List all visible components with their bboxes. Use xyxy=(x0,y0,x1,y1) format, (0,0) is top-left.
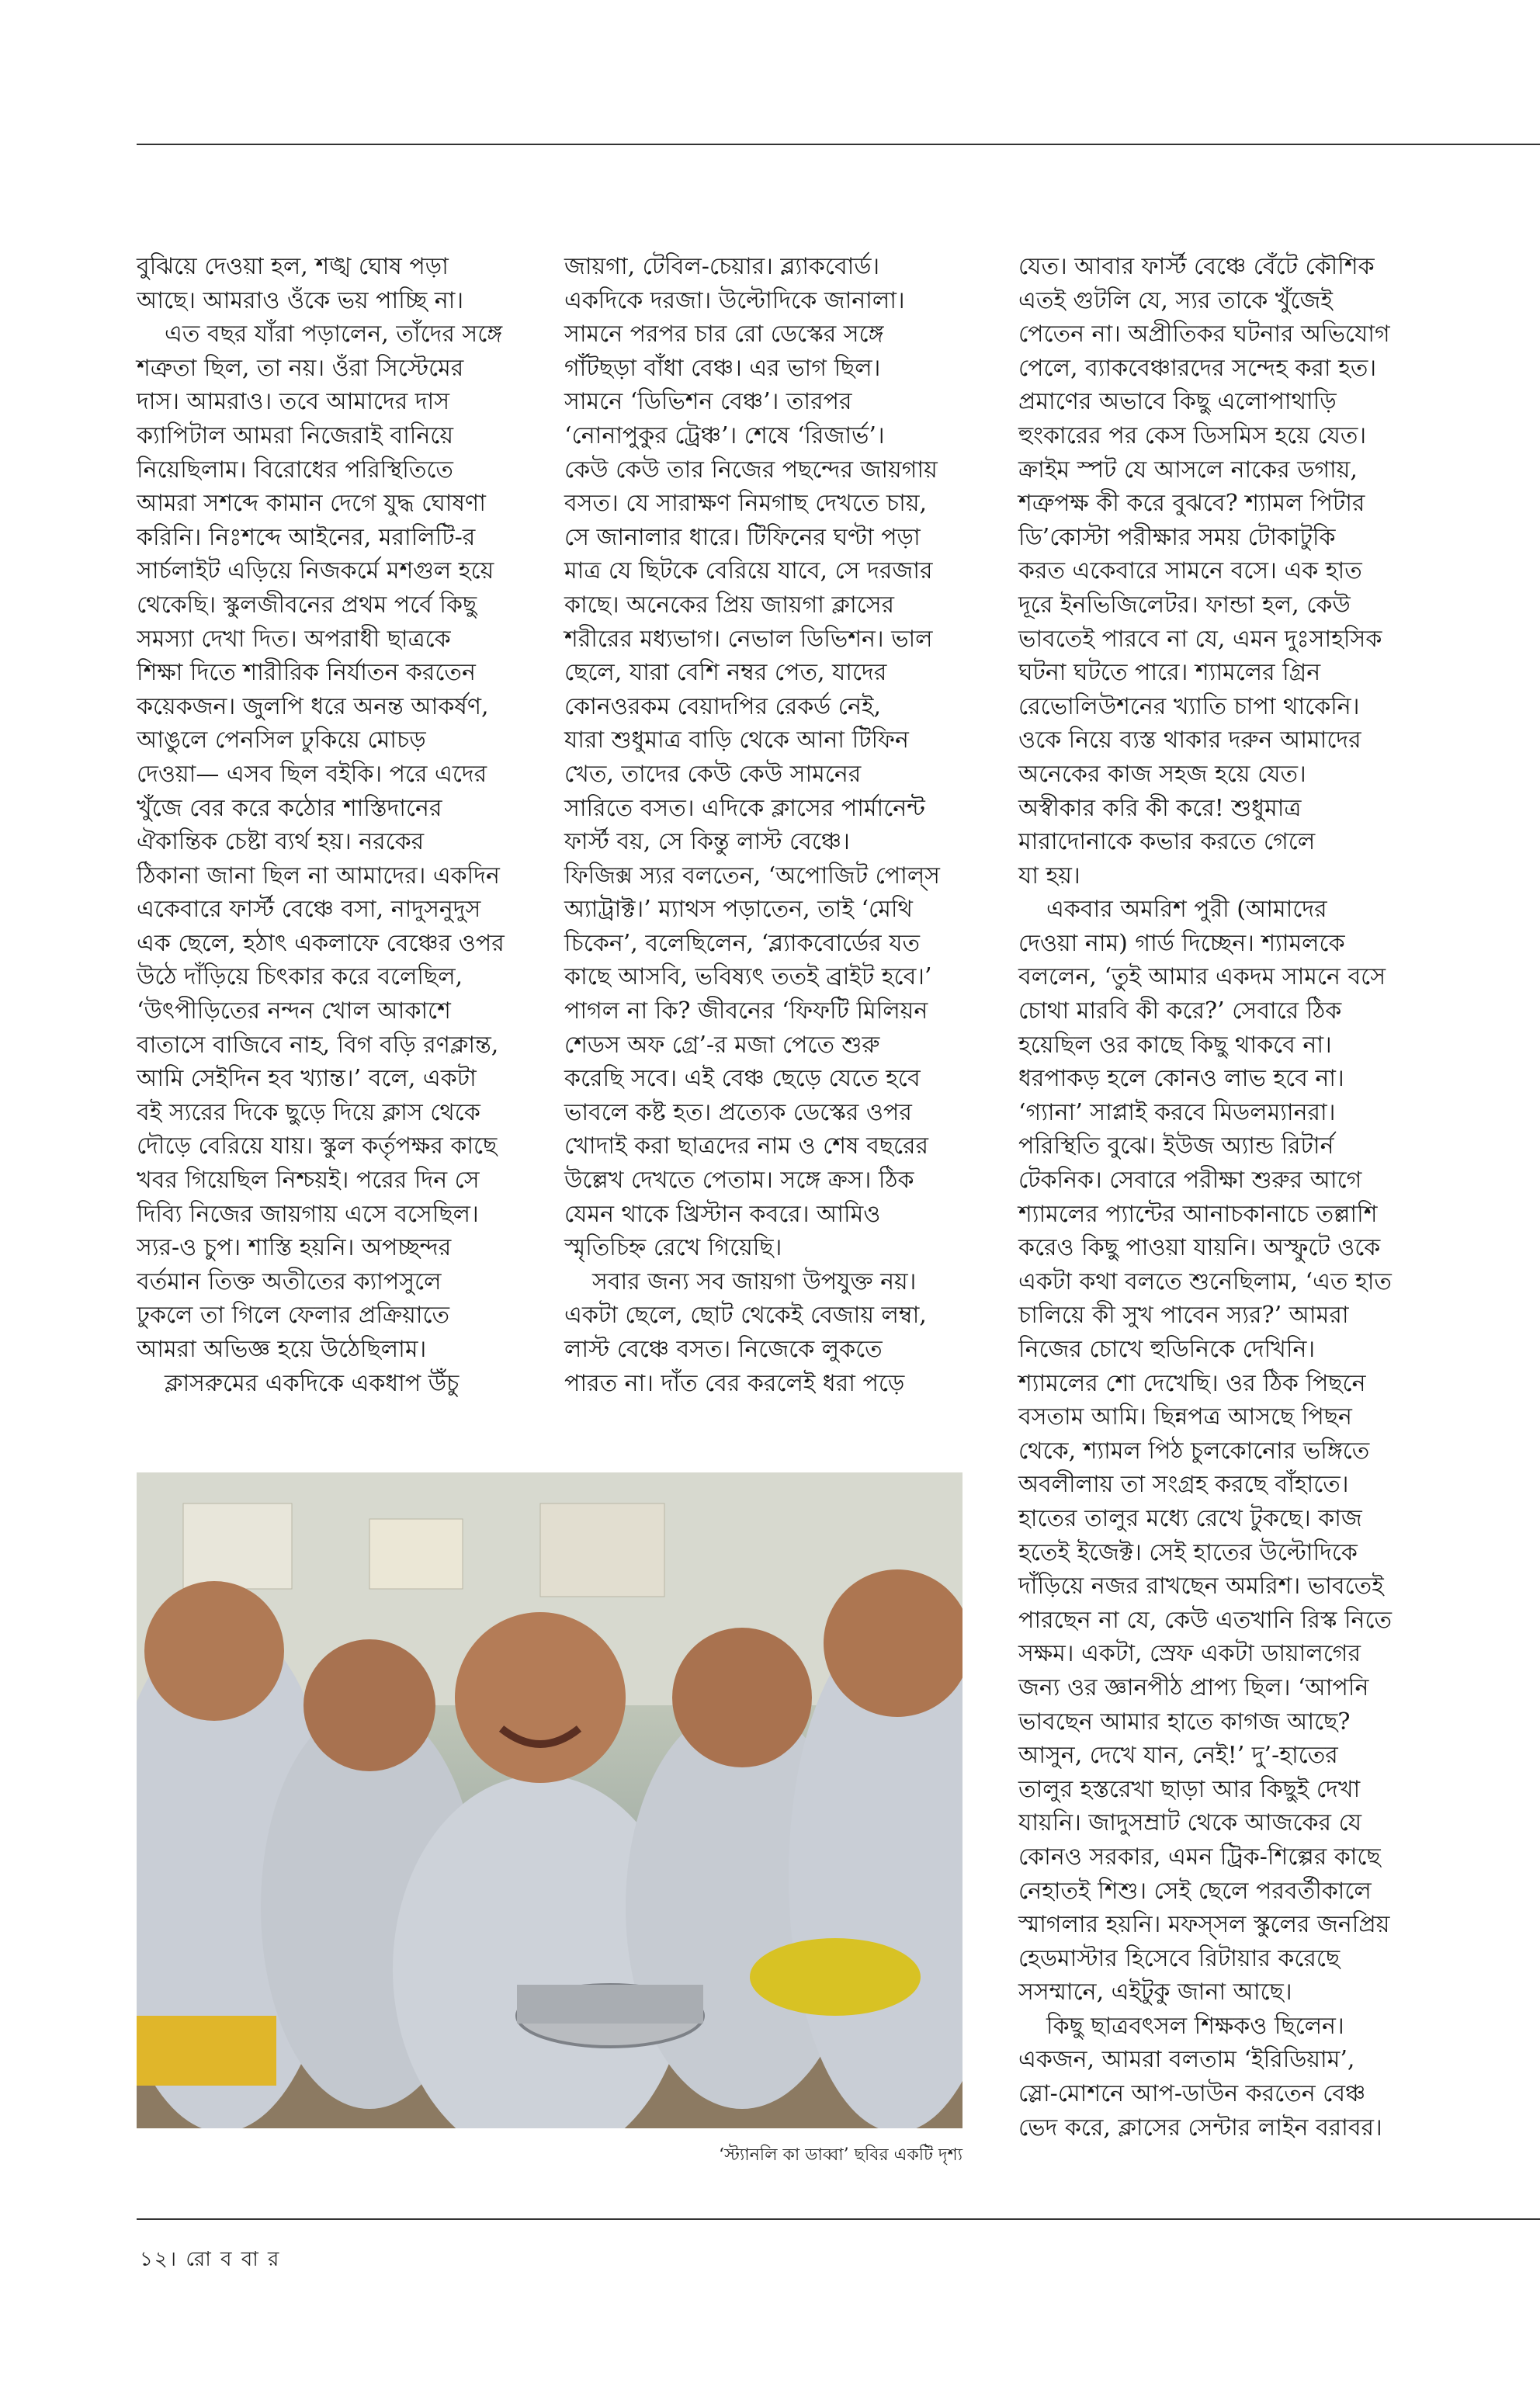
text-line: থেকে, শ্যামল পিঠ চুলকোনোর ভঙ্গিতে xyxy=(1018,1437,1370,1465)
text-line: ‘নোনাপুকুর ট্রেঞ্চ’। শেষে ‘রিজার্ভ’। xyxy=(564,421,885,449)
text-line: একদিকে দরজা। উল্টোদিকে জানালা। xyxy=(564,286,905,314)
text-line: পেলে, ব্যাকবেঞ্চারদের সন্দেহ করা হত। xyxy=(1018,354,1377,382)
text-line: কোনও সরকার, এমন ট্রিক-শিল্পের কাছে xyxy=(1018,1843,1381,1871)
text-line: বসত। যে সারাক্ষণ নিমগাছ দেখতে চায়, xyxy=(564,490,928,518)
text-line: ভাবলে কষ্ট হত। প্রত্যেক ডেস্কের ওপর xyxy=(564,1098,912,1126)
text-line: প্রমাণের অভাবে কিছু এলোপাথাড়ি xyxy=(1018,388,1337,416)
text-line: ওকে নিয়ে ব্যস্ত থাকার দরুন আমাদের xyxy=(1018,727,1361,754)
text-line: করেছি সবে। এই বেঞ্চ ছেড়ে যেতে হবে xyxy=(564,1065,921,1093)
text-line: হয়েছিল ওর কাছে কিছু থাকবে না। xyxy=(1018,1031,1332,1059)
text-line: নিয়েছিলাম। বিরোধের পরিস্থিতিতে xyxy=(137,456,453,484)
text-line: একটা ছেলে, ছোট থেকেই বেজায় লম্বা, xyxy=(564,1302,927,1330)
text-line: শরীরের মধ্যভাগ। নেভাল ডিভিশন। ভাল xyxy=(564,625,933,653)
text-line: এত বছর যাঁরা পড়ালেন, তাঁদের সঙ্গে xyxy=(165,321,503,349)
text-line: ঢুকলে তা গিলে ফেলার প্রক্রিয়াতে xyxy=(137,1302,450,1330)
text-line: কাছে আসবি, ভবিষ্যৎ ততই ব্রাইট হবে।’ xyxy=(564,963,932,991)
text-line: দৌড়ে বেরিয়ে যায়। স্কুল কর্তৃপক্ষর কাছে xyxy=(137,1132,498,1160)
text-line: ঠিকানা জানা ছিল না আমাদের। একদিন xyxy=(137,862,500,890)
text-line: অবলীলায় তা সংগ্রহ করছে বাঁহাতে। xyxy=(1018,1471,1349,1499)
article-column-1 xyxy=(137,250,505,1400)
text-line: সামনে ‘ডিভিশন বেঞ্চ’। তারপর xyxy=(564,388,852,416)
text-line: এক ছেলে, হঠাৎ একলাফে বেঞ্চের ওপর xyxy=(137,929,505,957)
text-line: যায়নি। জাদুসম্রাট থেকে আজকের যে xyxy=(1018,1809,1362,1837)
page-footer xyxy=(140,2243,280,2277)
text-line: ক্যাপিটাল আমরা নিজেরাই বানিয়ে xyxy=(137,421,453,449)
text-line: শত্রুপক্ষ কী করে বুঝবে? শ্যামল পিটার xyxy=(1018,490,1365,518)
text-line: অস্বীকার করি কী করে! শুধুমাত্র xyxy=(1018,794,1302,822)
text-line: উল্লেখ দেখতে পেতাম। সঙ্গে ক্রস। ঠিক xyxy=(564,1167,914,1195)
text-line: চালিয়ে কী সুখ পাবেন স্যর?’ আমরা xyxy=(1018,1302,1349,1330)
text-line: আমরা অভিজ্ঞ হয়ে উঠেছিলাম। xyxy=(137,1336,427,1363)
text-line: জায়গা, টেবিল-চেয়ার। ব্ল্যাকবোর্ড। xyxy=(564,253,880,280)
page-number: ১২ xyxy=(140,2248,169,2271)
text-line: আমরা সশব্দে কামান দেগে যুদ্ধ ঘোষণা xyxy=(137,490,486,518)
text-line: বুঝিয়ে দেওয়া হল, শঙ্খ ঘোষ পড়া xyxy=(137,253,449,280)
text-line: বললেন, ‘তুই আমার একদম সামনে বসে xyxy=(1018,963,1386,991)
text-line: আঙুলে পেনসিল ঢুকিয়ে মোচড় xyxy=(137,727,426,754)
text-line: এতই গুটলি যে, স্যর তাকে খুঁজেই xyxy=(1018,286,1333,314)
text-line: খেত, তাদের কেউ কেউ সামনের xyxy=(564,760,862,788)
text-line: যারা শুধুমাত্র বাড়ি থেকে আনা টিফিন xyxy=(564,727,909,754)
text-line: সবার জন্য সব জায়গা উপযুক্ত নয়। xyxy=(592,1268,917,1295)
text-line: হাতের তালুর মধ্যে রেখে টুকছে। কাজ xyxy=(1018,1504,1362,1532)
text-line: অনেকের কাজ সহজ হয়ে যেত। xyxy=(1018,760,1306,788)
text-line: ভাবছেন আমার হাতে কাগজ আছে? xyxy=(1018,1708,1351,1736)
text-line: সক্ষম। একটা, স্রেফ একটা ডায়ালগের xyxy=(1018,1640,1361,1668)
text-line: খুঁজে বের করে কঠোর শাস্তিদানের xyxy=(137,794,442,822)
text-line: আসুন, দেখে যান, নেই!’ দু’-হাতের xyxy=(1018,1742,1338,1770)
text-line: হতেই ইজেক্ট। সেই হাতের উল্টোদিকে xyxy=(1018,1538,1358,1566)
text-line: স্যর-ও চুপ। শাস্তি হয়নি। অপচ্ছন্দর xyxy=(137,1234,452,1262)
text-line: সারিতে বসত। এদিকে ক্লাসের পার্মানেন্ট xyxy=(564,794,925,822)
text-line: হেডমাস্টার হিসেবে রিটায়ার করেছে xyxy=(1018,1944,1341,1972)
text-line: মারাদোনাকে কভার করতে গেলে xyxy=(1018,828,1316,856)
text-line: করিনি। নিঃশব্দে আইনের, মরালিটি-র xyxy=(137,523,476,551)
text-line: পারছেন না যে, কেউ এতখানি রিস্ক নিতে xyxy=(1018,1606,1393,1634)
text-line: নিজের চোখে হুডিনিকে দেখিনি। xyxy=(1018,1336,1316,1363)
text-line: দাস। আমরাও। তবে আমাদের দাস xyxy=(137,388,450,416)
text-line: ধরপাকড় হলে কোনও লাভ হবে না। xyxy=(1018,1065,1344,1093)
text-line: নেহাতই শিশু। সেই ছেলে পরবর্তীকালে xyxy=(1018,1877,1372,1905)
text-line: থেকেছি। স্কুলজীবনের প্রথম পর্বে কিছু xyxy=(137,591,477,619)
text-line: সমস্যা দেখা দিত। অপরাধী ছাত্রকে xyxy=(137,625,451,653)
text-line: আছে। আমরাও ওঁকে ভয় পাচ্ছি না। xyxy=(137,286,464,314)
text-line: উঠে দাঁড়িয়ে চিৎকার করে বলেছিল, xyxy=(137,963,463,991)
text-line: টেকনিক। সেবারে পরীক্ষা শুরুর আগে xyxy=(1018,1167,1362,1195)
text-line: ‘উৎপীড়িতের নন্দন খোল আকাশে xyxy=(137,997,451,1025)
section-name: রো ব বা র xyxy=(186,2248,281,2271)
text-line: শত্রুতা ছিল, তা নয়। ওঁরা সিস্টেমের xyxy=(137,354,464,382)
text-line: পাগল না কি? জীবনের ‘ফিফটি মিলিয়ন xyxy=(564,997,928,1025)
text-line: স্মাগলার হয়নি। মফস্‌সল স্কুলের জনপ্রিয় xyxy=(1018,1911,1390,1939)
text-line: শ্যামলের প্যান্টের আনাচকানাচে তল্লাশি xyxy=(1018,1200,1378,1228)
text-line: সসম্মানে, এইটুকু জানা আছে। xyxy=(1018,1979,1292,2006)
text-line: লাস্ট বেঞ্চে বসত। নিজেকে লুকতে xyxy=(564,1336,883,1363)
photo-caption: ‘স্ট্যানলি কা ডাব্বা’ ছবির একটি দৃশ্য xyxy=(718,2145,962,2165)
text-line: করত একেবারে সামনে বসে। এক হাত xyxy=(1018,557,1362,585)
text-line: কিছু ছাত্রবৎসল শিক্ষকও ছিলেন। xyxy=(1046,2012,1344,2040)
text-line: ভেদ করে, ক্লাসের সেন্টার লাইন বরাবর। xyxy=(1018,2114,1382,2142)
footer-separator: । xyxy=(168,2248,179,2271)
text-line: খবর গিয়েছিল নিশ্চয়ই। পরের দিন সে xyxy=(137,1167,480,1195)
text-line: দেওয়া নাম) গার্ড দিচ্ছেন। শ্যামলকে xyxy=(1018,929,1345,957)
text-line: চোথা মারবি কী করে?’ সেবারে ঠিক xyxy=(1018,997,1342,1025)
text-line: স্মৃতিচিহ্ন রেখে গিয়েছি। xyxy=(564,1234,782,1262)
text-line: যেত। আবার ফার্স্ট বেঞ্চে বেঁটে কৌশিক xyxy=(1018,253,1375,280)
article-column-2 xyxy=(564,250,968,1400)
text-line: করেও কিছু পাওয়া যায়নি। অস্ফুটে ওকে xyxy=(1018,1234,1381,1262)
text-line: ঐকান্তিক চেষ্টা ব্যর্থ হয়। নরকের xyxy=(137,828,425,856)
classroom-photo xyxy=(137,1472,962,2128)
text-line: মাত্র যে ছিটকে বেরিয়ে যাবে, সে দরজার xyxy=(564,557,933,585)
text-line: দেওয়া— এসব ছিল বইকি। পরে এদের xyxy=(137,760,487,788)
text-line: খোদাই করা ছাত্রদের নাম ও শেষ বছরের xyxy=(564,1132,929,1160)
text-line: সামনে পরপর চার রো ডেস্কের সঙ্গে xyxy=(564,321,884,349)
text-line: ছেলে, যারা বেশি নম্বর পেত, যাদের xyxy=(564,659,887,687)
text-line: যেমন থাকে খ্রিস্টান কবরে। আমিও xyxy=(564,1200,881,1228)
text-line: ঘটনা ঘটতে পারে। শ্যামলের গ্রিন xyxy=(1018,659,1321,687)
text-line: গাঁটছড়া বাঁধা বেঞ্চ। এর ভাগ ছিল। xyxy=(564,354,881,382)
text-line: রেভোলিউশনের খ্যাতি চাপা থাকেনি। xyxy=(1018,692,1360,720)
text-line: কয়েকজন। জুলপি ধরে অনন্ত আকর্ষণ, xyxy=(137,692,489,720)
text-line: ফিজিক্স স্যর বলতেন, ‘অপোজিট পোল্‌স xyxy=(564,862,941,890)
text-line: যা হয়। xyxy=(1018,862,1080,890)
text-line: কাছে। অনেকের প্রিয় জায়গা ক্লাসের xyxy=(564,591,895,619)
text-line: একজন, আমরা বলতাম ‘ইরিডিয়াম’, xyxy=(1018,2046,1355,2074)
bottom-rule xyxy=(137,2218,1540,2220)
text-line: কোনওরকম বেয়াদপির রেকর্ড নেই, xyxy=(564,692,882,720)
text-line: বসতাম আমি। ছিন্নপত্র আসছে পিছন xyxy=(1018,1403,1352,1431)
text-line: শ্যামলের শো দেখেছি। ওর ঠিক পিছনে xyxy=(1018,1369,1366,1397)
text-line: বর্তমান তিক্ত অতীতের ক্যাপসুলে xyxy=(137,1268,442,1295)
text-line: পরিস্থিতি বুঝে। ইউজ অ্যান্ড রিটার্ন xyxy=(1018,1132,1334,1160)
text-line: স্লো-মোশনে আপ-ডাউন করতেন বেঞ্চ xyxy=(1018,2080,1366,2108)
text-line: কেউ কেউ তার নিজের পছন্দের জায়গায় xyxy=(564,456,938,484)
article-column-3 xyxy=(1018,250,1453,2145)
text-line: দিব্যি নিজের জায়গায় এসে বসেছিল। xyxy=(137,1200,479,1228)
text-line: হুংকারের পর কেস ডিসমিস হয়ে যেত। xyxy=(1018,421,1367,449)
text-line: একবার অমরিশ পুরী (আমাদের xyxy=(1046,896,1327,924)
text-line: আমি সেইদিন হব খ্যান্ত।’ বলে, একটা xyxy=(137,1065,477,1093)
text-line: একটা কথা বলতে শুনেছিলাম, ‘এত হাত xyxy=(1018,1268,1392,1295)
text-line: সার্চলাইট এড়িয়ে নিজকর্মে মশগুল হয়ে xyxy=(137,557,494,585)
text-line: পেতেন না। অপ্রীতিকর ঘটনার অভিযোগ xyxy=(1018,321,1390,349)
text-line: শেডস অফ গ্রে’-র মজা পেতে শুরু xyxy=(564,1031,880,1059)
text-line: ক্রাইম স্পট যে আসলে নাকের ডগায়, xyxy=(1018,456,1358,484)
text-line: ভাবতেই পারবে না যে, এমন দুঃসাহসিক xyxy=(1018,625,1382,653)
top-rule xyxy=(137,144,1540,145)
text-line: শিক্ষা দিতে শারীরিক নির্যাতন করতেন xyxy=(137,659,476,687)
text-line: বই স্যরের দিকে ছুড়ে দিয়ে ক্লাস থেকে xyxy=(137,1098,480,1126)
text-line: ফার্স্ট বয়, সে কিন্তু লাস্ট বেঞ্চে। xyxy=(564,828,850,856)
text-line: দাঁড়িয়ে নজর রাখছেন অমরিশ। ভাবতেই xyxy=(1018,1573,1384,1601)
text-line: জন্য ওর জ্ঞানপীঠ প্রাপ্য ছিল। ‘আপনি xyxy=(1018,1673,1369,1701)
text-line: অ্যাট্রাক্ট।’ ম্যাথস পড়াতেন, তাই ‘মেথি xyxy=(564,896,913,924)
text-line: তালুর হস্তরেখা ছাড়া আর কিছুই দেখা xyxy=(1018,1775,1361,1803)
text-line: সে জানালার ধারে। টিফিনের ঘণ্টা পড়া xyxy=(564,523,921,551)
text-line: চিকেন’, বলেছিলেন, ‘ব্ল্যাকবোর্ডের যত xyxy=(564,929,921,957)
text-line: একেবারে ফার্স্ট বেঞ্চে বসা, নাদুসনুদুস xyxy=(137,896,481,924)
text-line: ‘গ্যানা’ সাপ্লাই করবে মিডলম্যানরা। xyxy=(1018,1098,1336,1126)
text-line: দূরে ইনভিজিলেটর। ফান্ডা হল, কেউ xyxy=(1018,591,1351,619)
text-line: ডি’কোস্টা পরীক্ষার সময় টোকাটুকি xyxy=(1018,523,1336,551)
text-line: বাতাসে বাজিবে নাহ, বিগ বড়ি রণক্লান্ত, xyxy=(137,1031,499,1059)
text-line: পারত না। দাঁত বের করলেই ধরা পড়ে xyxy=(564,1369,905,1397)
text-line: ক্লাসরুমের একদিকে একধাপ উঁচু xyxy=(165,1369,460,1397)
